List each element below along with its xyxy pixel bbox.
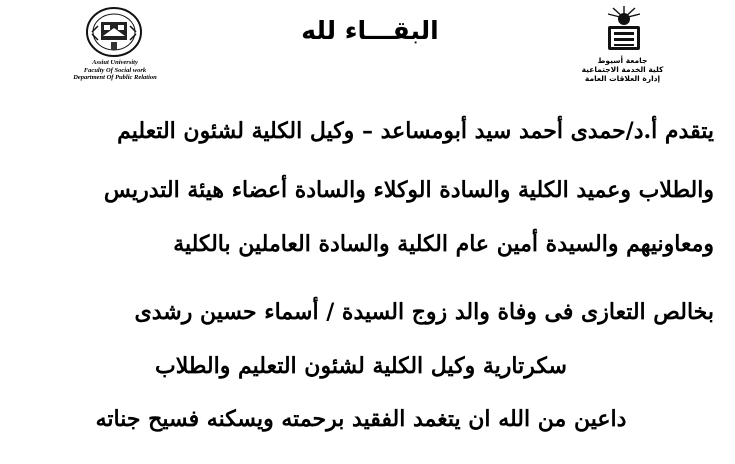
assiut-university-logo-icon	[604, 4, 644, 54]
university-name-en: Assiut University	[92, 59, 138, 66]
arabic-header	[570, 56, 675, 83]
university-name-ar: جامعة أسيوط	[597, 56, 648, 65]
faculty-name-ar: كلية الخدمة الاجتماعية	[581, 65, 664, 74]
page-title: البقـــاء لله	[301, 16, 439, 45]
faculty-name-en: Faculty Of Social work	[83, 66, 147, 74]
condolence-line-6: داعين من الله ان يتغمد الفقيد برحمته ويسكنه فسيح جناته	[95, 406, 627, 432]
condolence-line-1: يتقدم أ.د/حمدى أحمد سيد أبومساعد – وكيل الكلية لشئون التعليم	[117, 118, 714, 144]
condolence-line-3: ومعاونيهم والسيدة أمين عام الكلية والسادة العاملين بالكلية	[173, 231, 714, 257]
department-name-en: Department Of Public Relation	[73, 74, 157, 81]
condolence-line-5: سكرتارية وكيل الكلية لشئون التعليم والطلاب	[155, 353, 567, 379]
english-header	[50, 59, 180, 82]
department-name-ar: إدارة العلاقات العامة	[584, 74, 661, 83]
assiut-faculty-logo-icon	[84, 6, 144, 58]
condolence-line-4: بخالص التعازى فى وفاة والد زوج السيدة / أسماء حسين رشدى	[134, 299, 714, 325]
condolence-line-2: والطلاب وعميد الكلية والسادة الوكلاء والسادة أعضاء هيئة التدريس	[103, 177, 714, 203]
